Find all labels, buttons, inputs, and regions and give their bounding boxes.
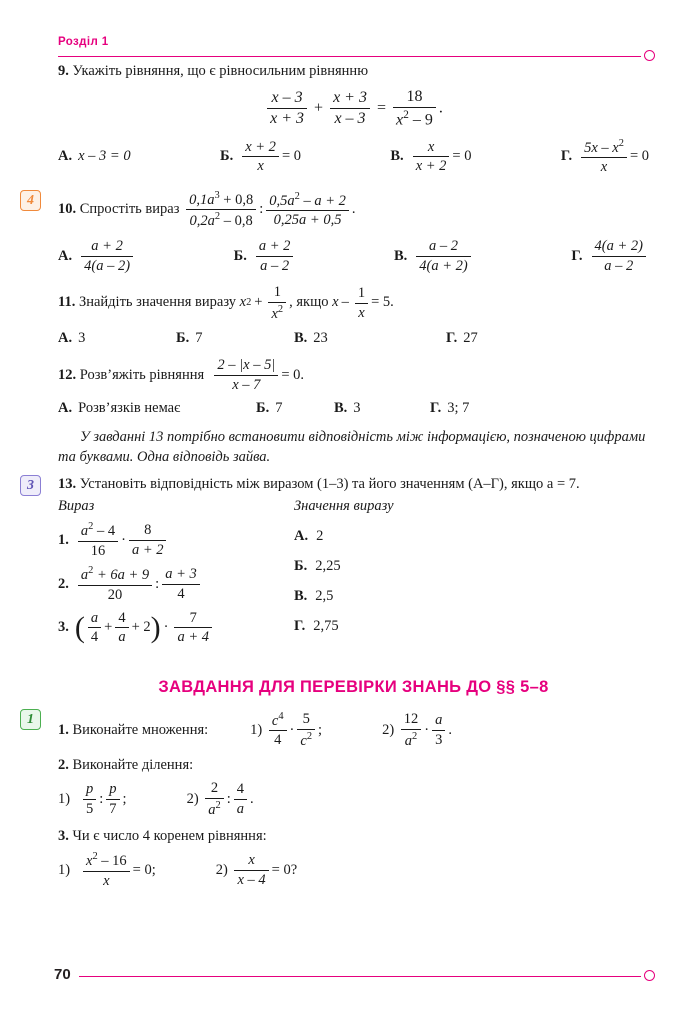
left-parenthesis: (	[74, 611, 85, 645]
option-v[interactable]: В. $\frac{a - 2}{4(a + 2)}$	[394, 238, 474, 274]
level-badge-4: 4	[20, 190, 41, 211]
matching-table	[58, 498, 649, 652]
plus-operator: +	[104, 619, 113, 636]
question-13-number: 13.	[58, 475, 77, 492]
right-column-header: Значення виразу	[294, 498, 394, 515]
question-10-options	[58, 238, 649, 274]
task-1-text: Виконайте множення:	[72, 721, 209, 738]
question-9-options	[58, 138, 649, 176]
question-9-equation	[58, 88, 649, 130]
option-v[interactable]: В. 3	[334, 399, 361, 416]
fraction: $\frac{a - 2}{4(a + 2)}$	[416, 238, 470, 274]
task-2-part-2-label: 2)	[186, 790, 199, 807]
minus-operator: –	[341, 294, 349, 311]
fraction: $\frac{x + 2}{x}$	[242, 139, 279, 175]
question-11-options	[58, 330, 649, 347]
question-11-number: 11.	[58, 294, 76, 311]
division-operator: :	[259, 201, 264, 218]
option-g[interactable]: Г. $\frac{4(a + 2)}{a - 2}$	[571, 238, 649, 274]
fraction: $\frac{x^2 - 16}{x}$	[83, 851, 130, 889]
fraction: $\frac{1}{x}$	[355, 285, 368, 321]
task-3-parts: 1) $\frac{x^2 - 16}{x}$ = 0; 2) $\frac{x}{x - 4}$ = 0?	[58, 851, 298, 889]
list-item[interactable]: В. 2,5	[294, 588, 334, 605]
fraction: $\frac{4}{a}$	[115, 610, 128, 646]
division-operator: :	[226, 790, 231, 807]
list-item[interactable]: 3. ( $\frac{a}{4}$ + $\frac{4}{a}$ + 2 ) · $\frac{7}{a + 4}$	[58, 610, 294, 646]
period: .	[438, 99, 443, 117]
fraction: $\frac{12}{a^2}$	[401, 711, 422, 749]
level-badge-1: 1	[20, 709, 41, 730]
fraction: $\frac{4}{a}$	[234, 781, 247, 817]
question-11-text: Знайдіть значення виразу	[78, 294, 237, 311]
option-a[interactable]: А. $\frac{a + 2}{4(a - 2)}$	[58, 238, 136, 274]
option-a[interactable]: А. x – 3 = 0	[58, 148, 131, 165]
option-g[interactable]: Г. 27	[446, 330, 478, 347]
fraction: $\frac{a + 3}{4}$	[162, 566, 200, 602]
option-g[interactable]: Г. 3; 7	[430, 399, 470, 416]
fraction: $\frac{a + 2}{a - 2}$	[256, 238, 294, 274]
option-v[interactable]: В. $\frac{x}{x + 2}$ = 0	[390, 138, 472, 175]
fraction: $\frac{x}{x + 2}$	[413, 139, 450, 175]
fraction: $\frac{a + 2}{4(a - 2)}$	[81, 238, 133, 274]
option-a[interactable]: А. Розв’язків немає	[58, 399, 181, 416]
equals-sign: =	[376, 99, 386, 117]
fraction: $\frac{a}{3}$	[432, 712, 445, 748]
division-operator: :	[155, 576, 160, 593]
division-operator: :	[99, 790, 104, 807]
fraction: $\frac{p}{5}$	[83, 781, 96, 817]
plus-operator: +	[314, 99, 324, 117]
fraction: $\frac{x - 3}{x + 3}$	[267, 89, 307, 129]
footer-divider	[58, 976, 641, 977]
fraction: $\frac{5x - x^2}{x}$	[581, 138, 627, 176]
list-item[interactable]: 1. $\frac{a^2 - 4}{16}$ · $\frac{8}{a + 2}$	[58, 521, 294, 559]
footer-circle-icon	[644, 970, 655, 981]
task-2-text: Виконайте ділення:	[72, 757, 194, 774]
option-a[interactable]: А. 3	[58, 330, 86, 347]
list-item[interactable]: Б. 2,25	[294, 558, 341, 575]
option-v[interactable]: В. 23	[294, 330, 328, 347]
fraction: $\frac{0,1a^3 + 0,8}{0,2a^2 - 0,8}$	[186, 190, 256, 230]
fraction: $\frac{a}{4}$	[88, 610, 101, 646]
fraction: $\frac{0,5a^2 - a + 2}{0,25a + 0,5}$	[266, 191, 349, 229]
question-9-text: Укажіть рівняння, що є рівносильним рівнянню	[72, 63, 369, 79]
multiply-operator: ·	[289, 721, 295, 738]
left-column-header: Вираз	[58, 498, 95, 515]
task-3-part-2-label: 2)	[215, 861, 228, 878]
option-b[interactable]: Б. $\frac{x + 2}{x}$ = 0	[219, 138, 301, 175]
multiply-operator: ·	[163, 619, 169, 636]
page-footer	[40, 966, 655, 990]
question-9-number: 9.	[58, 63, 69, 79]
fraction: $\frac{4(a + 2)}{a - 2}$	[592, 238, 646, 274]
task-3-part-1-label: 1)	[58, 861, 71, 878]
task-1-part-2-label: 2)	[382, 721, 395, 738]
task-2-parts: 1) $\frac{p}{5}$ : $\frac{p}{7}$ ; 2) $\frac{2}{a^2}$ : $\frac{4}{a}$ .	[58, 780, 254, 818]
fraction: $\frac{18}{x^2 - 9}$	[393, 88, 436, 130]
option-b[interactable]: Б. 7	[256, 399, 283, 416]
question-10-number: 10.	[58, 201, 77, 218]
plus-two: + 2	[131, 619, 151, 636]
list-item[interactable]: А. 2	[294, 528, 324, 545]
matching-right-column	[294, 498, 504, 652]
question-12: 12. Розв’яжіть рівняння $\frac{2 - |x - 5|}{x - 7}$ = 0.	[58, 357, 304, 394]
question-10: 10. Спростіть вираз $\frac{0,1a^3 + 0,8}{0,2a^2 - 0,8}$ : $\frac{0,5a^2 - a + 2}{0,25a + 0,5}$ .	[58, 189, 356, 230]
question-12-number: 12.	[58, 366, 77, 383]
matching-left-column	[58, 498, 294, 652]
task-3: 3. Чи є число 4 коренем рівняння:	[58, 828, 267, 845]
fraction: $\frac{x + 3}{x - 3}$	[330, 89, 370, 129]
instruction-note: У завданні 13 потрібно встановити відповідність між інформацією, позначеною цифрами та буквами. Одна відповідь зайва.	[58, 428, 646, 465]
fraction: $\frac{1}{x^2}$	[268, 284, 286, 322]
header-circle-icon	[644, 50, 655, 61]
task-2: 2. Виконайте ділення:	[58, 757, 194, 774]
option-b[interactable]: Б. $\frac{a + 2}{a - 2}$	[234, 238, 297, 274]
question-13-text: Установіть відповідність між виразом (1–3) та його значенням (А–Г), якщо a = 7.	[79, 475, 580, 492]
task-2-part-1-label: 1)	[58, 790, 71, 807]
plus-operator: +	[254, 294, 263, 311]
question-9	[58, 62, 649, 82]
page-number: 70	[54, 966, 79, 983]
level-badge-3: 3	[20, 475, 41, 496]
task-1: 1. Виконайте множення: 1) $\frac{c^4}{4}$ · $\frac{5}{c^2}$ ; 2) $\frac{12}{a^2}$ · $\frac{a}{3}$ .	[58, 710, 452, 749]
question-12-text: Розв’яжіть рівняння	[79, 366, 205, 383]
section-title: ЗАВДАННЯ ДЛЯ ПЕРЕВІРКИ ЗНАНЬ ДО §§ 5–8	[158, 677, 549, 696]
fraction: $\frac{p}{7}$	[106, 781, 119, 817]
multiply-operator: ·	[424, 721, 430, 738]
question-13	[58, 475, 649, 495]
list-item[interactable]: Г. 2,75	[294, 618, 339, 635]
fraction: $\frac{2 - |x - 5|}{x - 7}$	[214, 357, 278, 393]
right-parenthesis: )	[150, 611, 161, 645]
fraction: $\frac{8}{a + 2}$	[129, 522, 167, 558]
fraction: $\frac{c^4}{4}$	[269, 711, 287, 749]
chapter-label: Розділ 1	[58, 36, 109, 48]
question-12-options	[58, 400, 649, 417]
fraction: $\frac{2}{a^2}$	[205, 780, 223, 818]
option-g[interactable]: Г. $\frac{5x - x^2}{x}$ = 0	[560, 137, 649, 176]
task-3-text: Чи є число 4 коренем рівняння:	[72, 828, 267, 845]
question-11: 11. Знайдіть значення виразу x 2 + $\frac{1}{x^2}$ , якщо x – $\frac{1}{x}$ = 5.	[58, 284, 394, 322]
page-header	[40, 34, 655, 56]
fraction: $\frac{a^2 - 4}{16}$	[78, 521, 118, 559]
fraction: $\frac{a^2 + 6a + 9}{20}$	[78, 565, 152, 603]
fraction: $\frac{7}{a + 4}$	[174, 610, 212, 646]
page-content	[27, 62, 649, 895]
list-item[interactable]: 2. $\frac{a^2 + 6a + 9}{20}$ : $\frac{a + 3}{4}$	[58, 565, 294, 603]
question-10-text: Спростіть вираз	[79, 201, 180, 218]
header-divider	[58, 56, 641, 57]
multiply-operator: ·	[121, 531, 126, 548]
task-1-part-1-label: 1)	[250, 721, 263, 738]
fraction: $\frac{x}{x - 4}$	[234, 852, 268, 888]
fraction: $\frac{5}{c^2}$	[297, 711, 315, 749]
option-b[interactable]: Б. 7	[176, 330, 203, 347]
